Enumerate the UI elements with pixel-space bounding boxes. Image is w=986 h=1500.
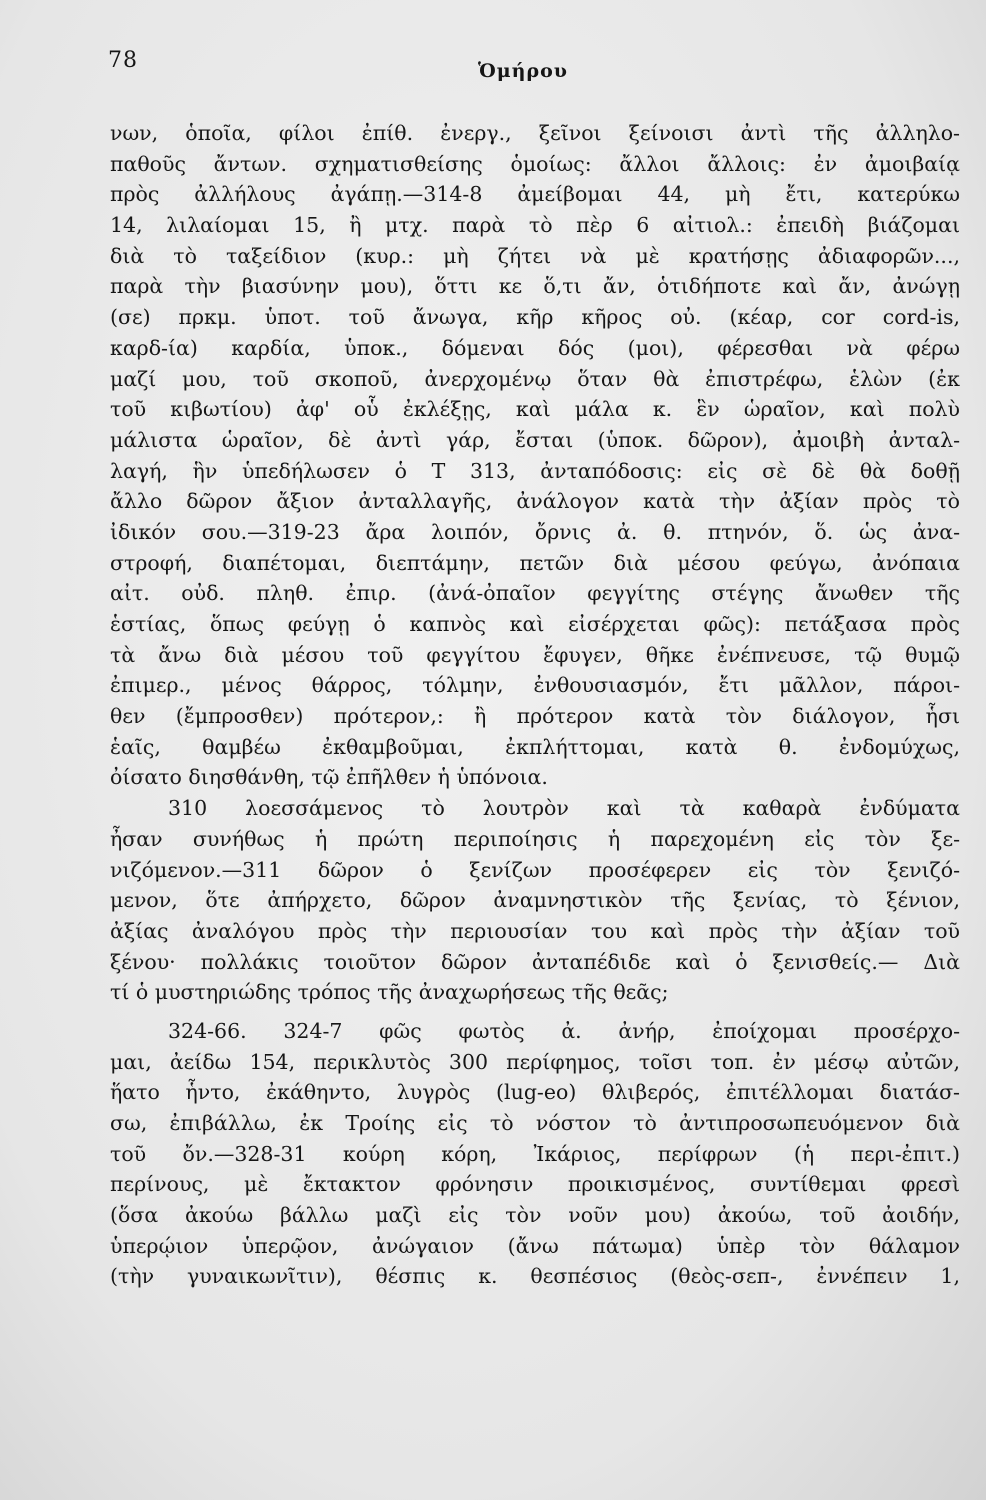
text-line: 14, λιλαίομαι 15, ἢ μτχ. παρὰ τὸ πὲρ 6 αἰτιολ.: ἐπειδὴ βιάζομαι [110, 213, 960, 238]
text-line: ἐπιμερ., μένος θάρρος, τόλμην, ἐνθουσιασμόν, ἔτι μᾶλλον, πάροι- [110, 673, 960, 698]
commentary-text [110, 118, 960, 1292]
text-line: μαι, ἀείδω 154, περικλυτὸς 300 περίφημος, τοῖσι τοπ. ἐν μέσῳ αὐτῶν, [110, 1049, 960, 1074]
text-line: 324-66. 324-7 φῶς φωτὸς ἀ. ἀνήρ, ἐποίχομαι προσέρχο- [168, 1018, 960, 1043]
text-line: ὑπερῴιον ὑπερῷον, ἀνώγαιον (ἄνω πάτωμα) ὑπὲρ τὸν θάλαμον [110, 1233, 960, 1258]
text-line: τοῦ ὄν.—328-31 κούρη κόρη, Ἰκάριος, περίφρων (ἡ περι-ἐπιτ.) [110, 1141, 960, 1166]
text-line: ὀίσατο διησθάνθη, τῷ ἐπῆλθεν ἡ ὑπόνοια. [110, 765, 548, 790]
text-line: νων, ὁποῖα, φίλοι ἐπίθ. ἐνεργ., ξεῖνοι ξείνοισι ἀντὶ τῆς ἀλληλο- [110, 121, 960, 145]
text-line: μαζί μου, τοῦ σκοποῦ, ἀνερχομένῳ ὅταν θὰ ἐπιστρέφω, ἑλὼν (ἐκ [110, 366, 960, 391]
text-line: τὰ ἄνω διὰ μέσου τοῦ φεγγίτου ἔφυγεν, θῆκε ἐνέπνευσε, τῷ θυμῷ [110, 642, 960, 667]
text-line: ἑαῖς, θαμβέω ἐκθαμβοῦμαι, ἐκπλήττομαι, κατὰ θ. ἐνδομύχως, [110, 734, 960, 759]
text-line: περίνους, μὲ ἔκτακτον φρόνησιν προικισμένος, συντίθεμαι φρεσὶ [110, 1172, 960, 1197]
text-line: παθοῦς ἄντων. σχηματισθείσης ὁμοίως: ἄλλοι ἄλλοις: ἐν ἀμοιβαίᾳ [110, 151, 960, 176]
page-number: 78 [108, 48, 138, 73]
text-line: στροφή, διαπέτομαι, διεπτάμην, πετῶν διὰ μέσου φεύγω, ἀνόπαια [110, 550, 960, 575]
text-line: λαγή, ἣν ὑπεδήλωσεν ὁ Τ 313, ἀνταπόδοσις: εἰς σὲ δὲ θὰ δοθῇ [110, 458, 960, 483]
text-line: θεν (ἔμπροσθεν) πρότερον,: ἢ πρότερον κατὰ τὸν διάλογον, ἧσι [110, 704, 960, 729]
text-line: καρδ-ία) καρδία, ὑποκ., δόμεναι δός (μοι), φέρεσθαι νὰ φέρω [110, 335, 960, 360]
text-line: τί ὁ μυστηριώδης τρόπος τῆς ἀναχωρήσεως τῆς θεᾶς; [110, 980, 669, 1005]
text-line: (σε) πρκμ. ὑποτ. τοῦ ἄνωγα, κῆρ κῆρος οὐ. (κέαρ, cor cord-is, [110, 305, 960, 330]
text-line: διὰ τὸ ταξείδιον (κυρ.: μὴ ζήτει νὰ μὲ κρατήσῃς ἀδιαφορῶν..., [110, 243, 960, 268]
text-line: ἰδικόν σου.—319-23 ἄρα λοιπόν, ὄρνις ἀ. θ. πτηνόν, ὅ. ὡς ἀνα- [110, 519, 960, 544]
text-line: μενον, ὅτε ἀπήρχετο, δῶρον ἀναμνηστικὸν τῆς ξενίας, τὸ ξένιον, [110, 888, 960, 913]
text-line: 310 λοεσσάμενος τὸ λουτρὸν καὶ τὰ καθαρὰ ἐνδύματα [168, 796, 960, 821]
text-line: μάλιστα ὡραῖον, δὲ ἀντὶ γάρ, ἔσται (ὑποκ. δῶρον), ἀμοιβὴ ἀνταλ- [110, 427, 960, 452]
text-line: (ὅσα ἀκούω βάλλω μαζὶ εἰς τὸν νοῦν μου) ἀκούω, τοῦ ἀοιδήν, [110, 1203, 960, 1228]
text-line: ἑστίας, ὅπως φεύγῃ ὁ καπνὸς καὶ εἰσέρχεται φῶς): πετάξασα πρὸς [110, 612, 960, 636]
text-line: αἰτ. οὐδ. πληθ. ἐπιρ. (ἀνά-ὀπαῖον φεγγίτης στέγης ἄνωθεν τῆς [110, 581, 960, 606]
text-line: πρὸς ἀλλήλους ἀγάπῃ.—314-8 ἀμείβομαι 44, μὴ ἔτι, κατερύκω [110, 182, 960, 207]
text-line: σω, ἐπιβάλλω, ἐκ Τροίης εἰς τὸ νόστον τὸ ἀντιπροσωπευόμενον διὰ [110, 1111, 960, 1135]
text-line: ξένου· πολλάκις τοιοῦτον δῶρον ἀνταπέδιδε καὶ ὁ ξενισθείς.— Διὰ [110, 949, 960, 974]
text-line: ἥατο ἧντο, ἐκάθηντο, λυγρὸς (lug-eo) θλιβερός, ἐπιτέλλομαι διατάσ- [110, 1080, 960, 1105]
running-head: Ὁμήρου [478, 60, 568, 82]
text-line: νιζόμενον.—311 δῶρον ὁ ξενίζων προσέφερεν εἰς τὸν ξενιζό- [110, 857, 960, 882]
text-line: παρὰ τὴν βιασύνην μου), ὅττι κε ὅ,τι ἄν, ὁτιδήποτε καὶ ἄν, ἀνώγῃ [110, 274, 960, 299]
text-line: ἄλλο δῶρον ἄξιον ἀνταλλαγῆς, ἀνάλογον κατὰ τὴν ἀξίαν πρὸς τὸ [110, 489, 960, 514]
text-line: ἦσαν συνήθως ἡ πρώτη περιποίησις ἡ παρεχομένη εἰς τὸν ξε- [110, 826, 960, 851]
text-line: τοῦ κιβωτίου) ἀφ' οὗ ἐκλέξῃς, καὶ μάλα κ. ἓν ὡραῖον, καὶ πολὺ [110, 397, 960, 422]
text-line: ἀξίας ἀναλόγου πρὸς τὴν περιουσίαν του καὶ πρὸς τὴν ἀξίαν τοῦ [110, 918, 960, 943]
text-line: (τὴν γυναικωνῖτιν), θέσπις κ. θεσπέσιος (θεὸς-σεπ-, ἐννέπειν 1, [110, 1264, 960, 1289]
